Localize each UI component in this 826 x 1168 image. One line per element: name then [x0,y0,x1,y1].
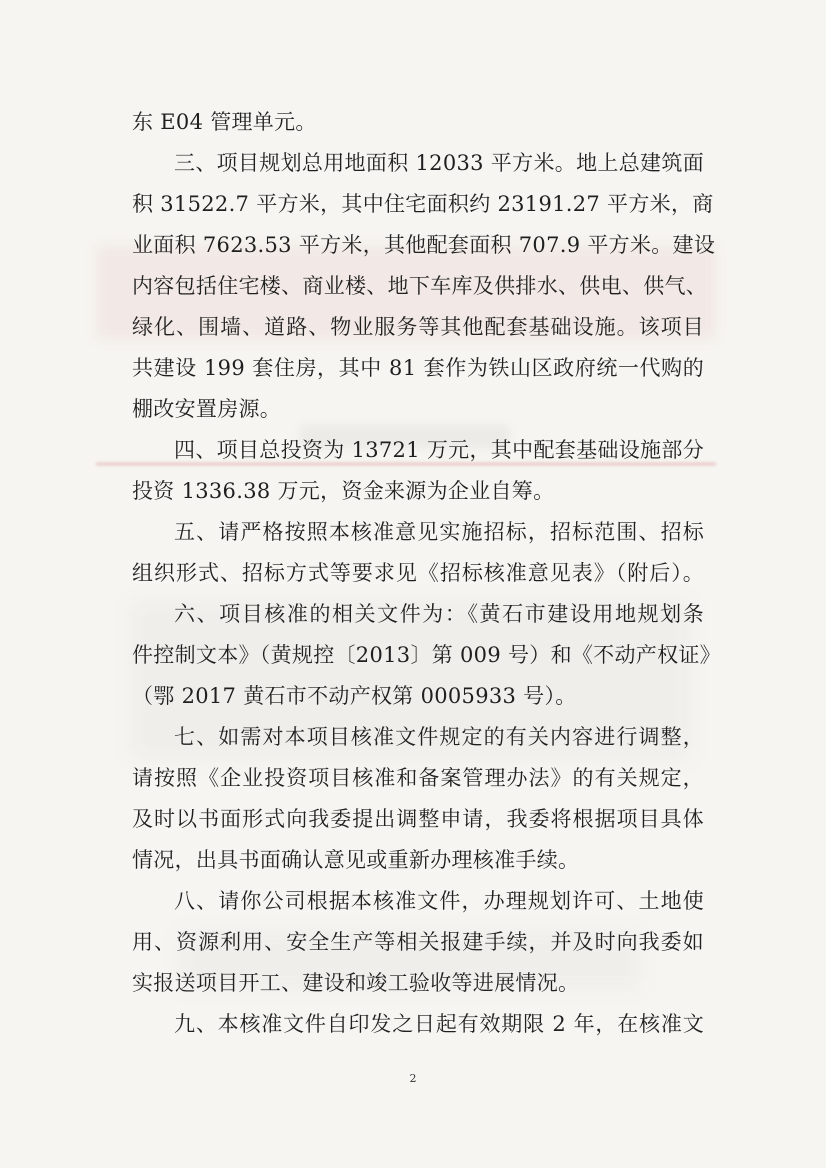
text-line: 组织形式、招标方式等要求见《招标核准意见表》（附后）。 [132,561,704,585]
text-line: 三、项目规划总用地面积 12033 平方米。地上总建筑面 [174,151,704,175]
text-line: 五、请严格按照本核准意见实施招标，招标范围、招标 [174,520,704,544]
text-line: 投资 1336.38 万元，资金来源为企业自筹。 [132,479,555,503]
text-line: 实报送项目开工、建设和竣工验收等进展情况。 [132,971,580,995]
text-line: 请按照《企业投资项目核准和备案管理办法》的有关规定， [132,766,704,790]
text-line: （鄂 2017 黄石市不动产权第 0005933 号）。 [132,684,577,708]
text-line: 七、如需对本项目核准文件规定的有关内容进行调整， [174,725,704,749]
text-line: 四、项目总投资为 13721 万元，其中配套基础设施部分 [174,438,704,462]
page-number: 2 [409,1072,417,1085]
text-line: 九、本核准文件自印发之日起有效期限 2 年，在核准文 [174,1012,704,1036]
text-line: 东 E04 管理单元。 [132,110,317,134]
text-line: 业面积 7623.53 平方米，其他配套面积 707.9 平方米。建设 [132,233,716,257]
text-line: 及时以书面形式向我委提出调整申请，我委将根据项目具体 [132,807,704,831]
text-line: 情况，出具书面确认意见或重新办理核准手续。 [132,848,580,872]
text-line: 棚改安置房源。 [132,397,282,421]
body-text [132,102,721,1045]
text-line: 积 31522.7 平方米，其中住宅面积约 23191.27 平方米，商 [132,192,714,216]
text-line: 共建设 199 套住房，其中 81 套作为铁山区政府统一代购的 [132,356,704,380]
text-line: 件控制文本》（黄规控〔2013〕第 009 号）和《不动产权证》 [132,643,721,667]
text-line: 用、资源利用、安全生产等相关报建手续，并及时向我委如 [132,930,704,954]
text-line: 八、请你公司根据本核准文件，办理规划许可、土地使 [174,889,704,913]
text-line: 内容包括住宅楼、商业楼、地下车库及供排水、供电、供气、 [132,274,708,298]
text-line: 绿化、围墙、道路、物业服务等其他配套基础设施。该项目 [132,315,704,339]
text-line: 六、项目核准的相关文件为：《黄石市建设用地规划条 [174,602,704,626]
